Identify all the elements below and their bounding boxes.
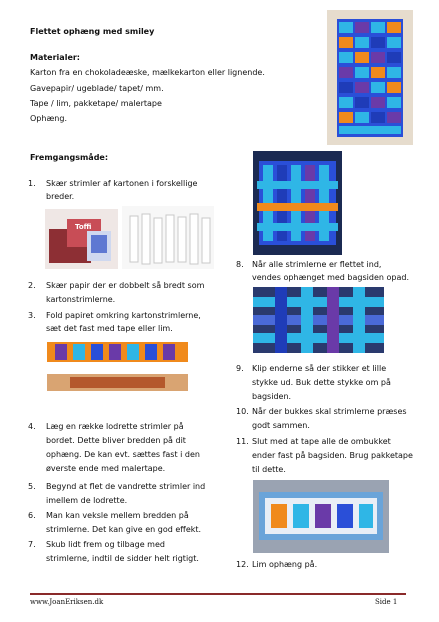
step-3-number: 3.	[28, 311, 36, 320]
step-4-line-4: øverste ende med malertape.	[46, 464, 166, 473]
step-8-line-2: vendes ophænget med bagsiden opad.	[252, 273, 409, 282]
step-1-line-2: breder.	[46, 192, 75, 201]
step-12-line-1: Lim ophæng på.	[252, 560, 318, 569]
step-9-line-3: bagsiden.	[252, 392, 292, 401]
step-9-line-1: Klip enderne så der stikker et lille	[252, 364, 387, 373]
materials-line-4: Ophæng.	[30, 114, 67, 123]
procedure-heading: Fremgangsmåde:	[30, 153, 109, 162]
wrapped-strips-photo	[45, 339, 190, 398]
step-5-line-1: Begynd at flet de vandrette strimler ind	[46, 482, 206, 491]
step-6-line-1: Man kan veksle mellem bredden på	[46, 511, 189, 520]
step-11-line-3: til dette.	[252, 465, 286, 474]
step-5-line-2: imellem de lodrette.	[46, 496, 128, 505]
step-9-number: 9.	[236, 364, 244, 373]
step-7-line-1: Skub lidt frem og tilbage med	[46, 540, 165, 549]
materials-line-1: Karton fra en chokoladeæske, mælkekarton eller lignende.	[30, 68, 265, 77]
woven-front-photo	[253, 151, 342, 255]
step-4-line-2: bordet. Dette bliver bredden på dit	[46, 436, 186, 445]
cardboard-box-photo	[45, 209, 118, 269]
materials-line-2: Gavepapir/ ugeblade/ tapet/ mm.	[30, 84, 164, 93]
step-7-line-2: strimlerne, indtil de sidder helt rigtigt.	[46, 554, 199, 563]
toffi-box-label: Toffi	[75, 223, 92, 231]
step-2-line-2: kartonstrimlerne.	[46, 295, 116, 304]
finished-hanger-photo	[327, 10, 413, 145]
materials-heading: Materialer:	[30, 53, 81, 62]
step-8-line-1: Når alle strimlerne er flettet ind,	[252, 260, 382, 269]
step-10-line-2: godt sammen.	[252, 421, 310, 430]
footer-rule	[30, 593, 406, 595]
footer-website: www.JoanEriksen.dk	[30, 598, 104, 606]
step-3-line-1: Fold papiret omkring kartonstrimlerne,	[46, 311, 201, 320]
step-11-line-2: ender fast på bagsiden. Brug pakketape	[252, 451, 413, 460]
step-2-line-1: Skær papir der er dobbelt så bredt som	[46, 281, 205, 290]
cut-strips-photo	[122, 206, 214, 269]
step-4-number: 4.	[28, 422, 36, 431]
step-6-line-2: strimlerne. Det kan give en god effekt.	[46, 525, 202, 534]
step-1-number: 1.	[28, 179, 36, 188]
step-11-number: 11.	[236, 437, 249, 446]
step-8-number: 8.	[236, 260, 244, 269]
step-11-line-1: Slut med at tape alle de ombukket	[252, 437, 391, 446]
step-10-number: 10.	[236, 407, 249, 416]
materials-line-3: Tape / lim, pakketape/ malertape	[30, 99, 162, 108]
footer-page-number: Side 1	[375, 598, 398, 606]
step-5-number: 5.	[28, 482, 36, 491]
step-7-number: 7.	[28, 540, 36, 549]
step-6-number: 6.	[28, 511, 36, 520]
step-4-line-1: Læg en række lodrette strimler på	[46, 422, 184, 431]
step-1-line-1: Skær strimler af kartonen i forskellige	[46, 179, 198, 188]
step-3-line-2: sæt det fast med tape eller lim.	[46, 324, 173, 333]
step-2-number: 2.	[28, 281, 36, 290]
woven-back-photo	[253, 287, 384, 353]
step-10-line-1: Når der bukkes skal strimlerne præses	[252, 407, 407, 416]
step-12-number: 12.	[236, 560, 249, 569]
step-9-line-2: stykke ud. Buk dette stykke om på	[252, 378, 391, 387]
step-4-line-3: ophæng. De kan evt. sættes fast i den	[46, 450, 200, 459]
page-title: Flettet ophæng med smiley	[30, 27, 155, 36]
taped-back-photo	[253, 480, 389, 553]
